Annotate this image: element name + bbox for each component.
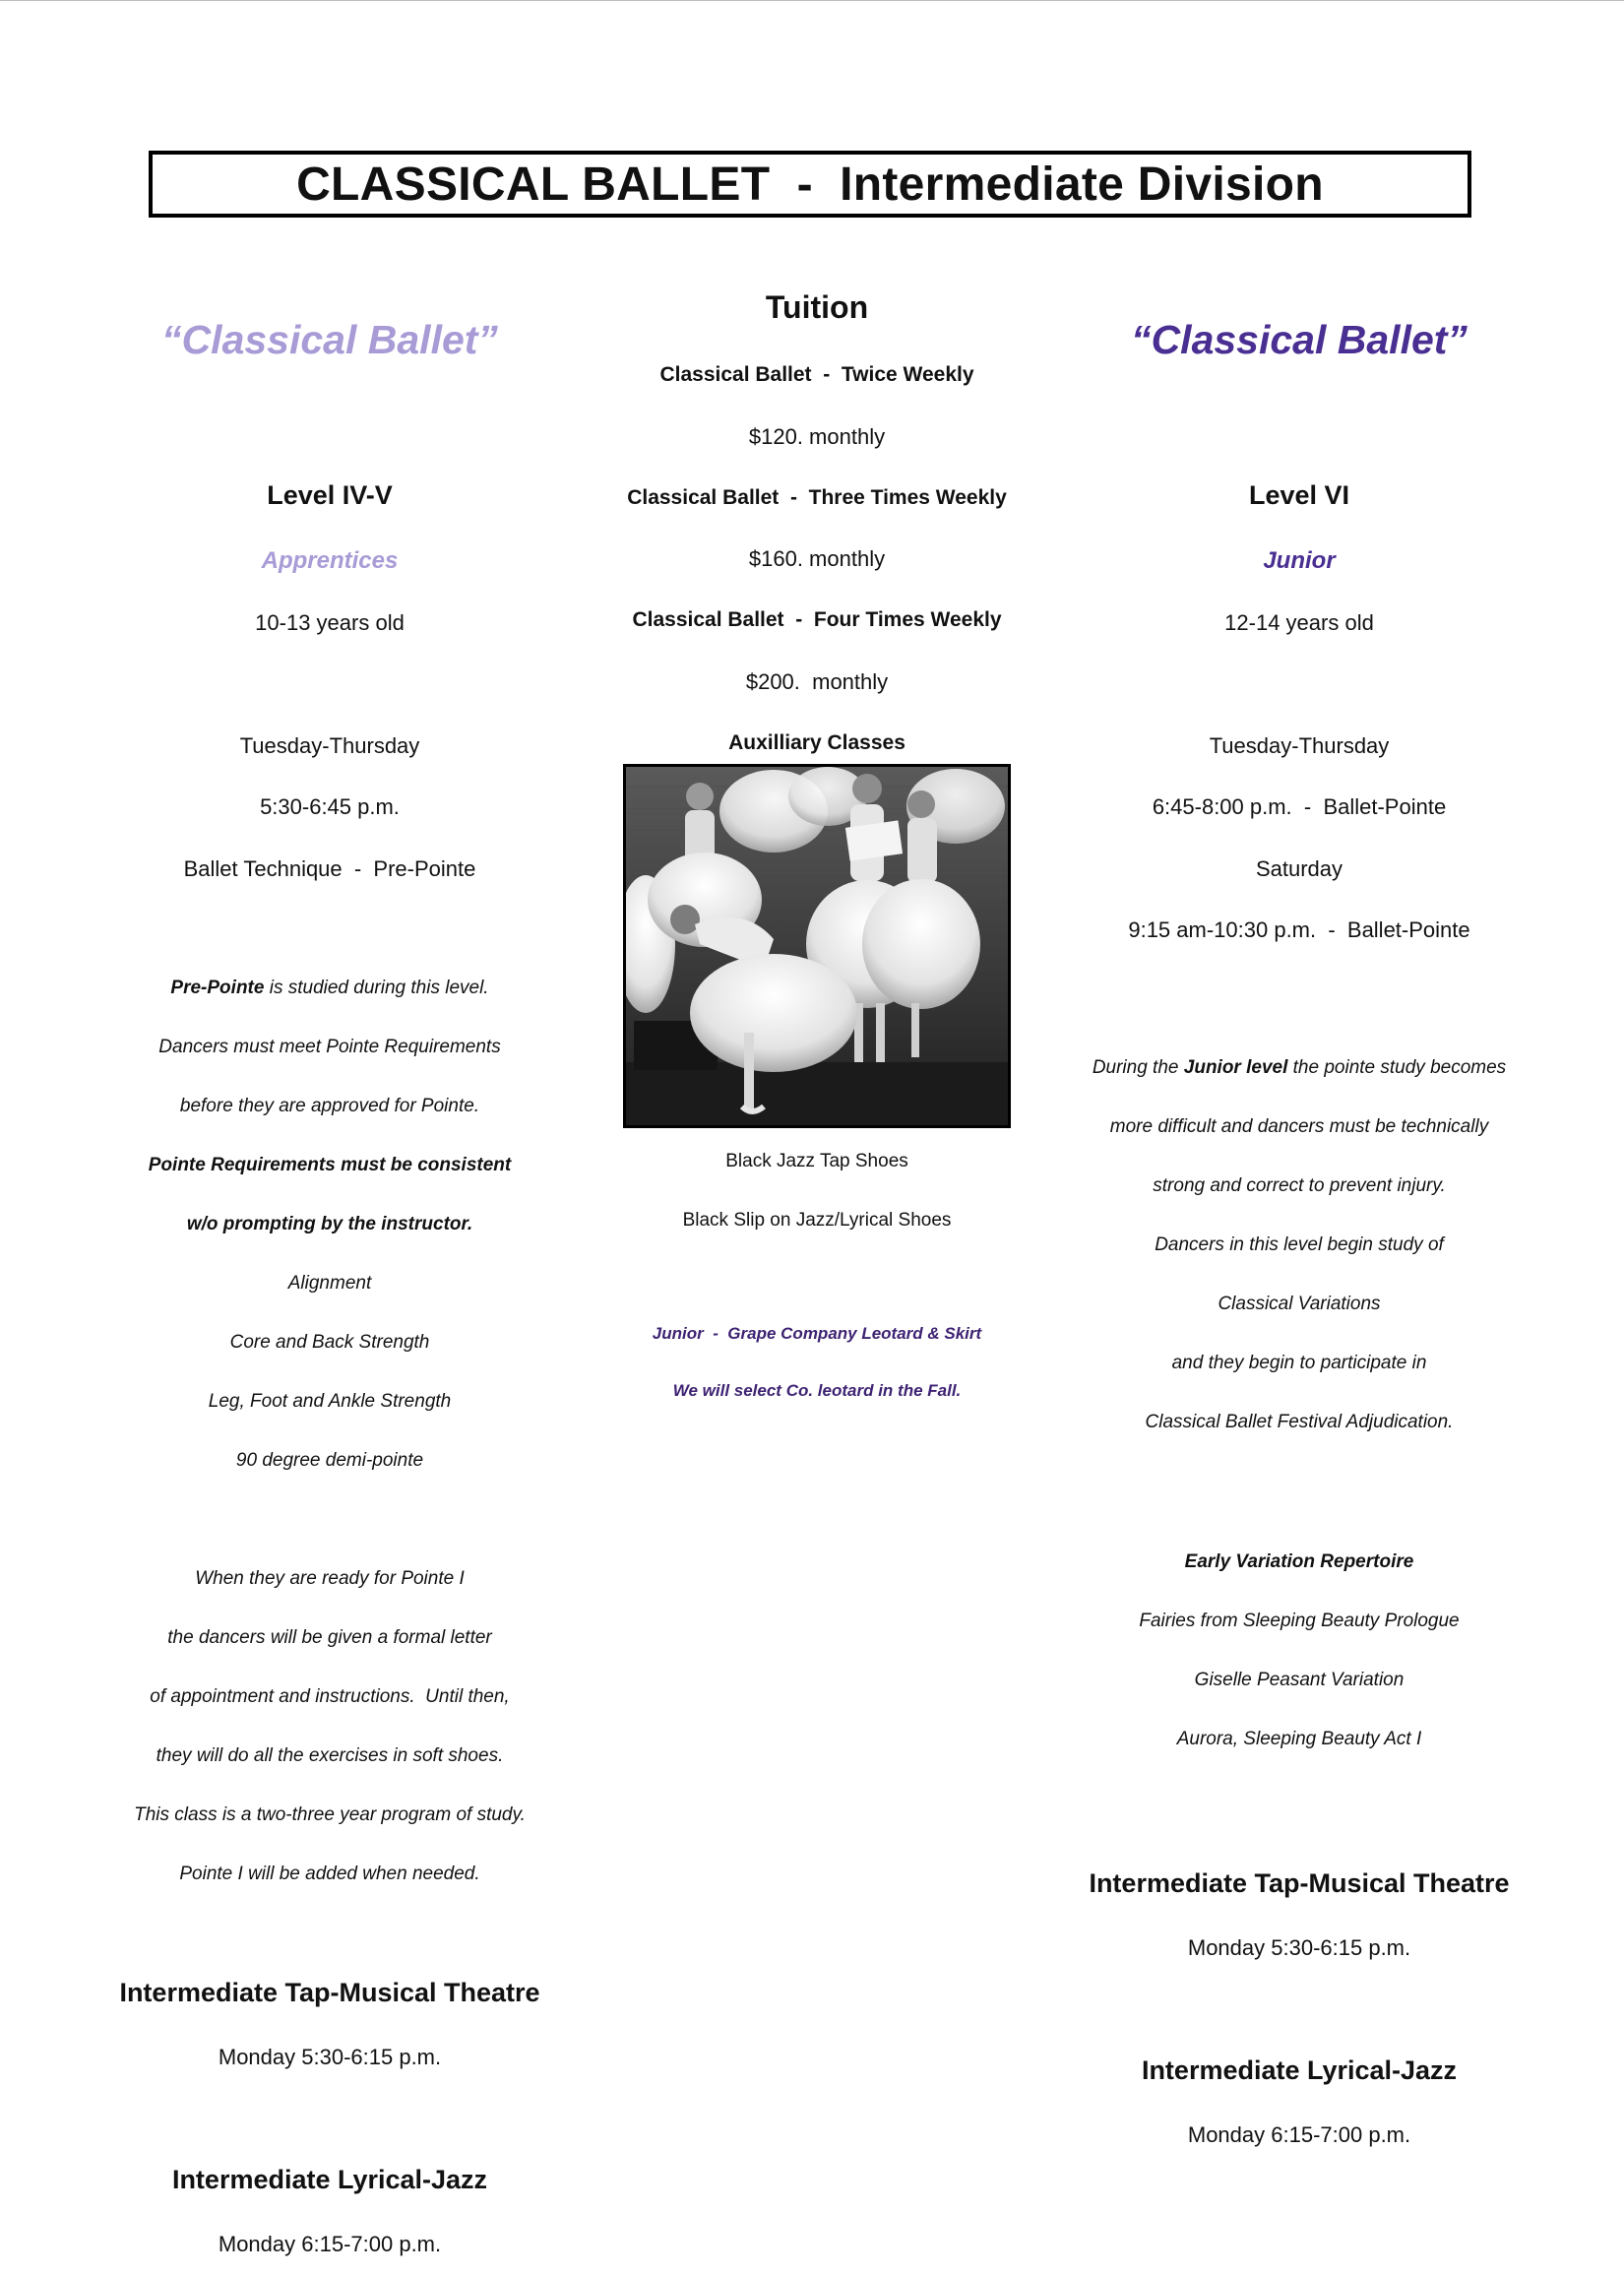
left-column: [69, 278, 591, 2276]
title-box: [149, 151, 1471, 218]
tuition-name: Classical Ballet - Twice Weekly: [659, 363, 974, 386]
tuition-name: Classical Ballet - Four Times Weekly: [632, 608, 1002, 631]
dress-code-item: Black Slip on Jazz/Lyrical Shoes: [682, 1210, 952, 1231]
tuition-price: $120. monthly: [748, 423, 886, 449]
tuition-price: $200. monthly: [745, 668, 889, 694]
left-jazz-title: Intermediate Lyrical-Jazz: [171, 2165, 488, 2194]
desc-pre: During the: [1092, 1056, 1184, 1078]
left-level: Level IV-V: [267, 480, 393, 510]
right-desc-line: Classical Variations: [1218, 1293, 1381, 1314]
repertoire-item: Fairies from Sleeping Beauty Prologue: [1139, 1610, 1460, 1631]
left-tap-title: Intermediate Tap-Musical Theatre: [119, 1978, 540, 2007]
right-desc-line: and they begin to participate in: [1171, 1352, 1427, 1373]
left-note-line: the dancers will be given a formal letter: [167, 1627, 492, 1648]
repertoire-item: Aurora, Sleeping Beauty Act I: [1176, 1728, 1422, 1749]
junior-leotard-line: Junior - Grape Company Leotard & Skirt: [652, 1324, 982, 1343]
left-requirement-item: 90 degree demi-pointe: [235, 1450, 424, 1471]
right-desc-line: Classical Ballet Festival Adjudication.: [1145, 1411, 1454, 1432]
left-level-name: Apprentices: [261, 547, 399, 574]
right-schedule-line: 9:15 am-10:30 p.m. - Ballet-Pointe: [1128, 917, 1470, 942]
desc-bold: Junior level: [1183, 1056, 1288, 1078]
right-schedule-line: 6:45-8:00 p.m. - Ballet-Pointe: [1152, 794, 1447, 819]
right-level-name: Junior: [1263, 547, 1336, 574]
tuition-name: Classical Ballet - Three Times Weekly: [627, 485, 1007, 509]
left-note-line: Dancers must meet Pointe Requirements: [158, 1037, 501, 1057]
right-jazz-time: Monday 6:15-7:00 p.m.: [1187, 2121, 1411, 2147]
page-title: CLASSICAL BALLET - Intermediate Division: [296, 158, 1324, 211]
tuition-title: Tuition: [765, 289, 869, 325]
left-tap-time: Monday 5:30-6:15 p.m.: [218, 2045, 442, 2069]
right-desc-line: Dancers in this level begin study of: [1155, 1233, 1444, 1255]
left-requirement-item: Alignment: [287, 1273, 372, 1294]
junior-leotard-line: We will select Co. leotard in the Fall.: [672, 1381, 962, 1400]
left-requirement-item: Leg, Foot and Ankle Strength: [208, 1391, 452, 1412]
left-class: Ballet Technique - Pre-Pointe: [183, 855, 476, 881]
pre-pointe-bold: Pre-Pointe: [170, 978, 265, 998]
left-ages: 10-13 years old: [255, 610, 405, 635]
desc-post: the pointe study becomes: [1287, 1056, 1507, 1078]
left-requirement-bold-line: Pointe Requirements must be consistent: [148, 1155, 512, 1175]
pre-pointe-rest: is studied during this level.: [264, 978, 489, 998]
repertoire-item: Giselle Peasant Variation: [1194, 1669, 1405, 1690]
repertoire-title: Early Variation Repertoire: [1184, 1550, 1414, 1572]
left-pre-pointe-line: [69, 977, 591, 1000]
left-note-line: Pointe I will be added when needed.: [179, 1864, 480, 1884]
left-requirement-item: Core and Back Strength: [229, 1332, 430, 1353]
right-schedule-line: Tuesday-Thursday: [1209, 732, 1390, 758]
right-ages: 12-14 years old: [1224, 610, 1374, 635]
right-jazz-title: Intermediate Lyrical-Jazz: [1141, 2055, 1458, 2085]
left-heading: “Classical Ballet”: [161, 317, 498, 362]
left-note-line: This class is a two-three year program of study.: [134, 1804, 526, 1825]
left-note-line: before they are approved for Pointe.: [179, 1096, 480, 1116]
right-schedule-line: Saturday: [1255, 855, 1343, 881]
tuition-price: $160. monthly: [748, 546, 886, 571]
right-desc-line: strong and correct to prevent injury.: [1153, 1174, 1446, 1196]
photo-illustration: [626, 767, 1008, 1125]
left-note-line: When they are ready for Pointe I: [195, 1568, 465, 1589]
left-requirement-bold-line: w/o prompting by the instructor.: [186, 1214, 473, 1234]
right-desc-first-line: [1038, 1056, 1560, 1080]
dress-code-item: Black Jazz Tap Shoes: [725, 1151, 908, 1171]
right-level: Level VI: [1248, 480, 1350, 510]
right-tap-title: Intermediate Tap-Musical Theatre: [1089, 1867, 1510, 1898]
top-rule: [0, 0, 1624, 1]
ballet-dancers-photo: [623, 764, 1011, 1128]
right-tap-time: Monday 5:30-6:15 p.m.: [1187, 1934, 1411, 1960]
right-desc-line: more difficult and dancers must be technically: [1109, 1115, 1489, 1137]
tuition-name: Auxilliary Classes: [728, 730, 906, 754]
left-days: Tuesday-Thursday: [239, 732, 420, 758]
left-note-line: they will do all the exercises in soft shoes.: [156, 1745, 504, 1766]
right-heading: “Classical Ballet”: [1131, 317, 1468, 362]
left-time: 5:30-6:45 p.m.: [260, 794, 400, 819]
left-jazz-time: Monday 6:15-7:00 p.m.: [218, 2232, 442, 2256]
left-note-line: of appointment and instructions. Until then,: [150, 1686, 510, 1707]
right-column: [1038, 278, 1560, 2167]
